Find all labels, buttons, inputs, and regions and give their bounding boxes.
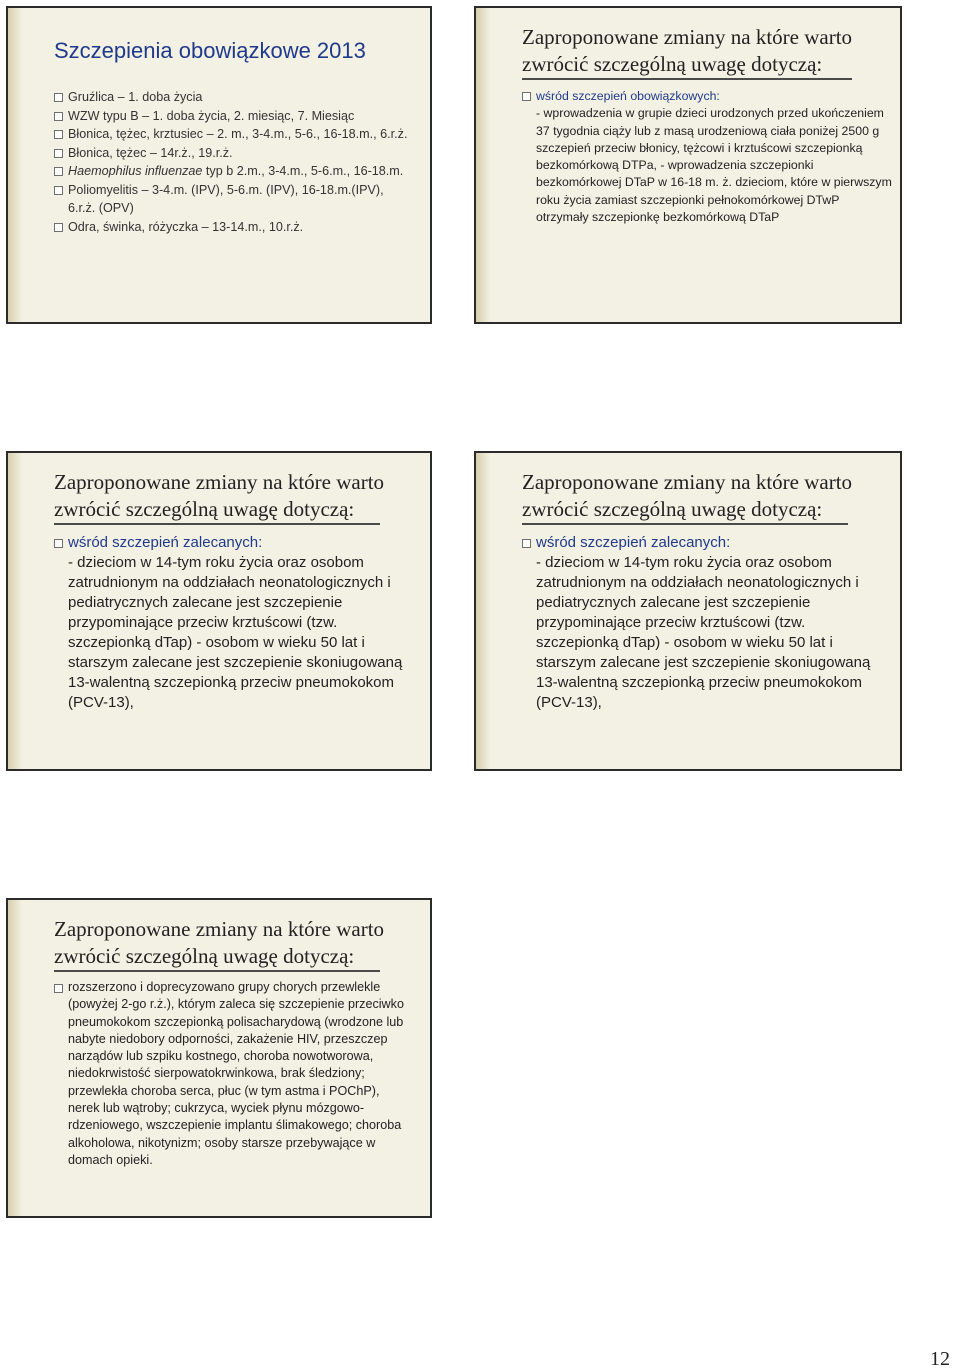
list-item: Odra, świnka, różyczka – 13-14.m., 10.r.ż. <box>54 218 414 237</box>
square-bullet-icon <box>54 984 63 993</box>
bullet-list <box>522 533 882 713</box>
square-bullet-icon <box>522 539 531 548</box>
list-item: Gruźlica – 1. doba życia <box>54 88 414 107</box>
slide-title: Zaproponowane zmiany na które warto zwrócić szczególną uwagę dotyczą: <box>522 25 853 76</box>
slide-title: Szczepienia obowiązkowe 2013 <box>54 38 366 63</box>
slide-3 <box>6 451 432 771</box>
square-bullet-icon <box>54 167 63 176</box>
slide-2 <box>474 6 902 324</box>
bullet-list <box>54 979 414 1169</box>
list-item-body: - dzieciom w 14-tym roku życia oraz osobom zatrudnionym na oddziałach neonatologicznych i pediatrycznych zalecane jest szczepienie przypominające przeciw krztuścowi (tzw. szczepionką dTap) - osobom w wieku 50 lat i starszym zalecane jest szczepienie skoniugowaną 13-walentną szczepionką przeciw pneumokokom (PCV-13), <box>68 554 403 711</box>
list-item: wśród szczepień obowiązkowych: <box>522 88 892 105</box>
bullet-list <box>522 88 892 226</box>
list-item: wśród szczepień zalecanych: <box>522 533 882 553</box>
title-underline <box>522 78 852 80</box>
square-bullet-icon <box>54 186 63 195</box>
list-item: Haemophilus influenzae typ b 2.m., 3-4.m., 5-6.m., 16-18.m. <box>54 162 414 181</box>
slide-title: Zaproponowane zmiany na które warto zwrócić szczególną uwagę dotyczą: <box>522 470 853 521</box>
square-bullet-icon <box>54 93 63 102</box>
title-underline <box>522 523 848 525</box>
square-bullet-icon <box>54 112 63 121</box>
list-item-body: - dzieciom w 14-tym roku życia oraz osobom zatrudnionym na oddziałach neonatologicznych i pediatrycznych zalecane jest szczepienie przypominające przeciw krztuścowi (tzw. szczepionką dTap) - osobom w wieku 50 lat i starszym zalecane jest szczepienie skoniugowaną 13-walentną szczepionką przeciw pneumokokom (PCV-13), <box>536 554 871 711</box>
bullet-list <box>54 533 414 713</box>
list-item: Błonica, tężec, krztusiec – 2. m., 3-4.m., 5-6., 16-18.m., 6.r.ż. <box>54 125 414 144</box>
square-bullet-icon <box>54 149 63 158</box>
list-item: Błonica, tężec – 14r.ż., 19.r.ż. <box>54 144 414 163</box>
list-item: rozszerzono i doprecyzowano grupy chorych przewlekle (powyżej 2-go r.ż.), którym zaleca się szczepienie przeciwko pneumokokom szczepionką polisacharydową (wrodzone lub nabyte niedobory odporności, zakażenie HIV, przeszczep narządów lub szpiku kostnego, choroba nowotworowa, niedokrwistość sierpowatokrwinkowa, brak śledziony; przewlekła choroba serca, płuc (w tym astma i POChP), nerek lub wątroby; cukrzyca, wyciek płynu mózgowo-rdzeniowego, wszczepienie implantu ślimakowego; choroba alkoholowa, nikotynizm; osoby starsze przebywające w domach opieki. <box>54 979 414 1169</box>
bullet-list <box>54 88 414 236</box>
slide-5 <box>6 898 432 1218</box>
square-bullet-icon <box>54 539 63 548</box>
page-number: 12 <box>930 1348 950 1370</box>
list-item: Poliomyelitis – 3-4.m. (IPV), 5-6.m. (IPV), 16-18.m.(IPV), 6.r.ż. (OPV) <box>54 181 414 218</box>
slide-title: Zaproponowane zmiany na które warto zwrócić szczególną uwagę dotyczą: <box>54 470 385 521</box>
slide-4 <box>474 451 902 771</box>
list-item-body: - wprowadzenia w grupie dzieci urodzonych przed ukończeniem 37 tygodnia ciąży lub z masą urodzeniową ciała poniżej 2500 g szczepień przeciw błonicy, tężcowi i krztuścowi szczepionką bezkomórkową DTPa, - wprowadzenia szczepionki bezkomórkowej DTaP w 16-18 m. ż. dzieciom, które w pierwszym roku życia zamiast szczepionki pełnokomórkowej DTwP otrzymały szczepionkę bezkomórkową DTaP <box>536 106 892 225</box>
square-bullet-icon <box>54 223 63 232</box>
square-bullet-icon <box>54 130 63 139</box>
square-bullet-icon <box>522 92 531 101</box>
slide-title: Zaproponowane zmiany na które warto zwrócić szczególną uwagę dotyczą: <box>54 917 385 968</box>
list-item: wśród szczepień zalecanych: <box>54 533 414 553</box>
title-underline <box>54 970 380 972</box>
slide-1 <box>6 6 432 324</box>
list-item: WZW typu B – 1. doba życia, 2. miesiąc, 7. Miesiąc <box>54 107 414 126</box>
title-underline <box>54 523 380 525</box>
